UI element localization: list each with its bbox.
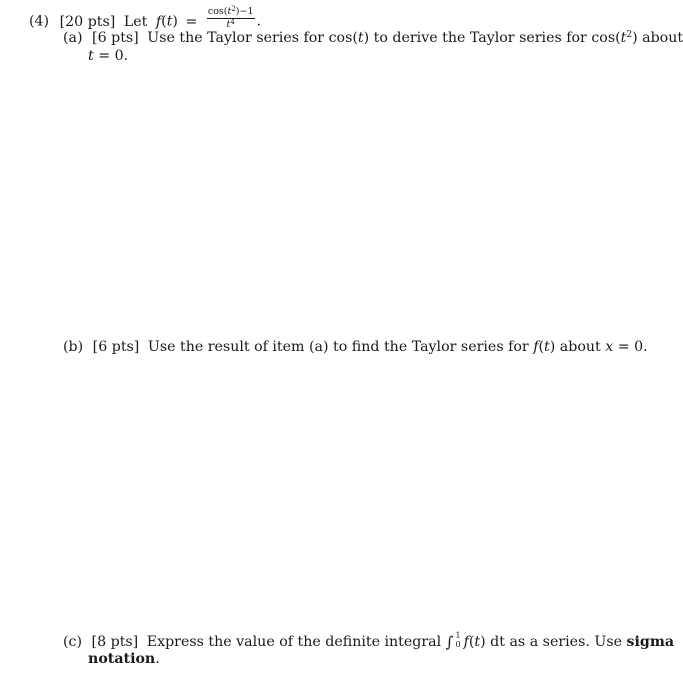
fraction-denominator: $t^4$: [226, 18, 235, 30]
part-c-end: .: [155, 651, 160, 667]
equals-sign: =: [185, 13, 198, 30]
part-a-about-var: t: [88, 48, 94, 64]
emphasis-sigma: sigma: [626, 634, 675, 650]
integral-limits: [455, 631, 460, 649]
problem-number: (4): [29, 13, 50, 30]
problem-points: [20 pts]: [59, 13, 116, 30]
part-a-text: Use the Taylor series for cos(t) to derive the Taylor series for $\cos(t^2)$ about: [147, 30, 683, 46]
function-fraction: [207, 7, 255, 30]
function-name: f: [155, 13, 162, 30]
part-b-label: (b): [63, 339, 84, 355]
part-a-about-value: = 0.: [98, 48, 129, 64]
integral-upper: 1: [455, 631, 461, 640]
part-c-points: [8 pts]: [91, 634, 139, 650]
part-b-points: [6 pts]: [92, 339, 140, 355]
fraction-numerator: $\cos(t^2)-1$: [207, 5, 254, 17]
part-c-line2: [88, 650, 160, 668]
integral-lower: 0: [455, 640, 461, 649]
part-a-label: (a): [63, 30, 83, 46]
part-b-line: [63, 338, 648, 356]
part-c-line1: [63, 632, 674, 651]
part-b-text: Use the result of item (a) to find the Taylor series for f(t) about x = 0.: [147, 339, 648, 355]
part-c-text: Express the value of the definite integral ∫ 1 0 f(t) dt as a series. Use sigma: [146, 631, 675, 651]
part-a-line1: [63, 29, 683, 47]
integral-sign: ∫: [445, 633, 454, 651]
function-var: t: [166, 13, 173, 30]
part-a-points: [6 pts]: [92, 30, 139, 46]
problem-intro: Let: [123, 13, 148, 30]
header-period: .: [256, 13, 262, 30]
emphasis-notation: notation: [88, 651, 156, 667]
part-c-label: (c): [63, 634, 83, 650]
part-a-line2: [88, 47, 128, 65]
problem-header: (4) [20 pts] Let f(t) = $\frac{\cos(t^2)-1}{t^4}$ .: [29, 5, 262, 30]
